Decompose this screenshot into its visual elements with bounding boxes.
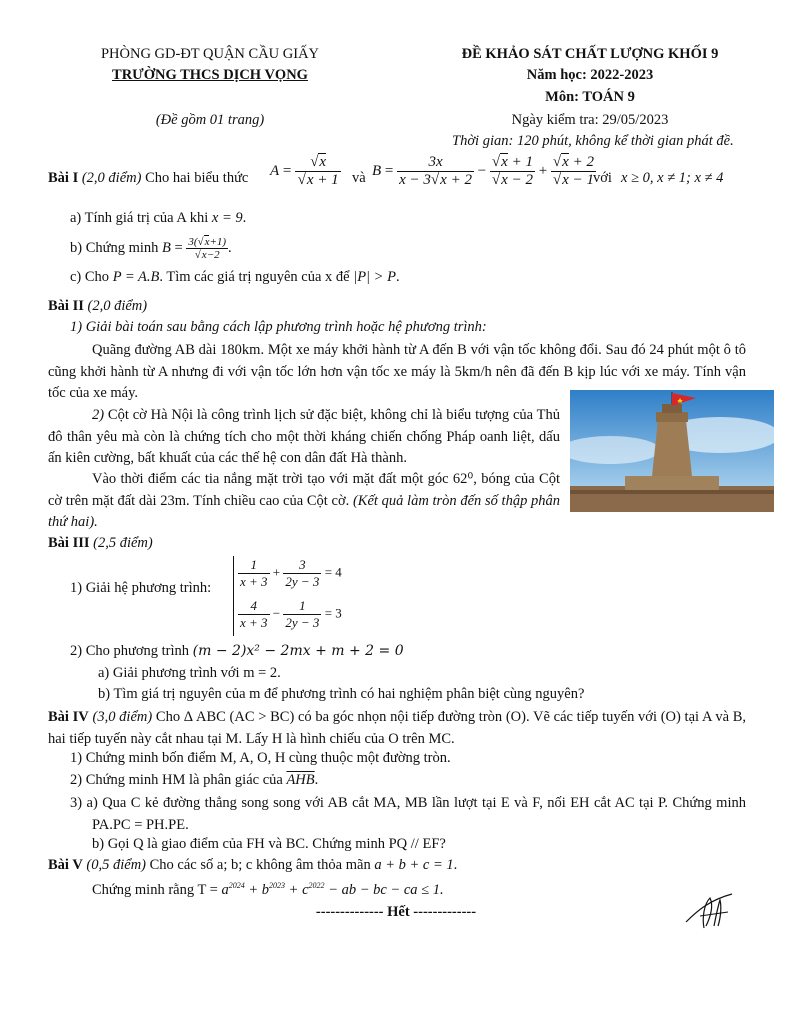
bai2-p2-text2: Vào thời điểm các tia nắng mặt trời tạo với mặt đất một góc 62⁰, bóng của Cột cờ trên mặt đất dài 23m. Tính chiều cao của Cột cờ. (48, 471, 560, 509)
bai5-condition: a + b + c = 1 (374, 857, 454, 873)
bai5-intro: Cho các số a; b; c không âm thỏa mãn (149, 857, 371, 873)
bai3-title: Bài III (48, 535, 90, 551)
page-count-note: (Đề gồm 01 trang) (155, 112, 265, 128)
bai5-prove-text: Chứng minh rằng T = (92, 881, 218, 898)
exam-title: ĐỀ KHẢO SÁT CHẤT LƯỢNG KHỐI 9 (461, 46, 719, 62)
exam-date: Ngày kiểm tra: 29/05/2023 (511, 112, 669, 128)
bai1-intro: Cho hai biểu thức (145, 170, 249, 186)
system-equation-2: $\frac{4}{x + 3}$ − $\frac{1}{2y - 3}$ = 3 (240, 598, 342, 630)
bai3-q2-text: 2) Cho phương trình (70, 643, 190, 659)
and-word: và (352, 170, 366, 186)
bai2-part1-text: Quãng đường AB dài 180km. Một xe máy khởi hành từ A đến B với vận tốc không đổi. Sau đó 24 phút một ô tô cũng khởi hành từ A nhưng đi với vận tốc lớn hơn vận tốc xe máy là 5km/h nên đã đến B kịp lúc với xe máy. Tính vận tốc của xe máy. (48, 342, 746, 401)
bai2-part1-heading: 1) Giải bài toán sau bằng cách lập phương trình hoặc hệ phương trình: (70, 319, 487, 335)
bai3-q2a: a) Giải phương trình với m = 2. (98, 665, 281, 681)
subject: Môn: TOÁN 9 (545, 89, 635, 105)
expression-b: B = $\frac{3x}{x - 3 √ x + 2}$ − √ x + 1 √ x − 2 + √ x + 2 √ x − 1 (372, 154, 596, 189)
exam-duration: Thời gian: 120 phút, không kể thời gian phát đề. (452, 133, 734, 149)
bai1-a-text: a) Tính giá trị của A khi (70, 210, 209, 226)
system-brace (233, 556, 234, 636)
flag-tower-image (570, 390, 774, 512)
system-equation-1: $\frac{1}{x + 3}$ + $\frac{3}{2y - 3}$ = 4 (240, 557, 342, 589)
bai1-c-text: c) Cho (70, 269, 110, 285)
bai1-line (48, 170, 248, 187)
bai4-intro-text: Cho Δ ABC (AC > BC) có ba góc nhọn nội tiếp đường tròn (O). Vẽ các tiếp tuyến với (O) tại A và B, hai tiếp tuyến này cắt nhau tại M. Lấy H là hình chiếu của O trên MC. (48, 709, 747, 747)
bai2-p2-text1: Cột cờ Hà Nội là công trình lịch sử đặc biệt, không chỉ là biểu tượng của Thủ đô thân yêu mà còn là chứng tích cho một thời kháng chiến chống Pháp oanh liệt, dấu ấn kiên cường, bất khuất của các thế hệ con dân đất Hà thành. (48, 407, 560, 466)
bai3-q2b: b) Tìm giá trị nguyên của m để phương trình có hai nghiệm phân biệt cùng nguyên? (98, 686, 585, 702)
bai1-b-text: b) Chứng minh (70, 239, 159, 256)
bai4-angle: $\overline{AHB}$ (286, 772, 315, 788)
bai4-title: Bài IV (48, 709, 89, 725)
signature (680, 892, 740, 932)
bai1-part-c: c) Cho P = A.B. Tìm các giá trị nguyên của x để |P| > P. (70, 269, 400, 285)
bai4-q3a: 3) a) Qua C kẻ đường thẳng song song với AB cắt MA, MB lần lượt tại E và F, nối EH cắt AC tại P. Chứng minh PA.PC = PH.PE. (70, 795, 746, 833)
bai4-q3b: b) Gọi Q là giao điểm của FH và BC. Chứng minh PQ // EF? (92, 836, 446, 852)
bai5-line: Bài V (0,5 điểm) Cho các số a; b; c không âm thỏa mãn a + b + c = 1. (48, 857, 458, 873)
bai1-points: (2,0 điểm) (81, 170, 142, 186)
bai5-prove: Chứng minh rằng $T = a^{2024} + b^{2023} + c^{2022}$ − ab − bc − ca ≤ 1. (92, 881, 444, 898)
bai1-title: Bài I (48, 170, 79, 186)
bai3-q2-equation: (m − 2)x² − 2mx + m + 2 = 0 (192, 643, 404, 659)
expression-a: A = √ x √ x + 1 (270, 154, 341, 189)
bai3-points: (2,5 điểm) (93, 535, 153, 551)
bai2-p2-note: (Kết quả làm tròn đến số thập phân thứ hai). (48, 492, 561, 530)
bai1-c-tail: . Tìm các giá trị nguyên của x để (159, 269, 350, 285)
bai1-part-a: a) Tính giá trị của A khi x = 9. (70, 210, 247, 226)
bai4-points: (3,0 điểm) (92, 709, 153, 725)
condition-word: với (593, 170, 612, 186)
flag-tower-illustration (570, 390, 774, 512)
bai5-expression-tail: − ab − bc − ca ≤ 1. (328, 881, 444, 898)
bai2-title: Bài II (48, 298, 84, 314)
bai2-heading (48, 298, 147, 315)
bai4-q2: 2) Chứng minh HM là phân giác của $\overline{AHB}$. (70, 772, 319, 788)
bai3-q1: 1) Giải hệ phương trình: (70, 580, 212, 596)
bai3-heading (48, 535, 153, 552)
condition: x ≥ 0, x ≠ 1; x ≠ 4 (621, 170, 724, 186)
bai3-q2 (70, 643, 404, 660)
bai4-q1: 1) Chứng minh bốn điểm M, A, O, H cùng thuộc một đường tròn. (70, 750, 451, 766)
bai1-a-value: x = 9 (211, 210, 243, 226)
bai1-c-expr: P = A.B (112, 269, 160, 285)
department-name: PHÒNG GD-ĐT QUẬN CẦU GIẤY (100, 46, 320, 62)
school-year: Năm học: 2022-2023 (526, 67, 654, 83)
end-marker: -------------- Hết ------------- (315, 904, 477, 920)
bai2-p2-label: 2) (92, 407, 105, 423)
bai2-part2-text2 (48, 469, 560, 534)
bai2-points: (2,0 điểm) (87, 298, 148, 314)
bai4-intro (48, 707, 746, 750)
school-name: TRƯỜNG THCS DỊCH VỌNG (112, 67, 308, 83)
bai4-q2-text: 2) Chứng minh HM là phân giác của (70, 772, 283, 788)
bai5-title: Bài V (48, 857, 83, 873)
bai1-part-b: b) Chứng minh B = 3( √ x+1) √ x−2 . (70, 236, 232, 261)
bai2-part2-text1 (48, 405, 560, 470)
bai5-points: (0,5 điểm) (86, 857, 147, 873)
